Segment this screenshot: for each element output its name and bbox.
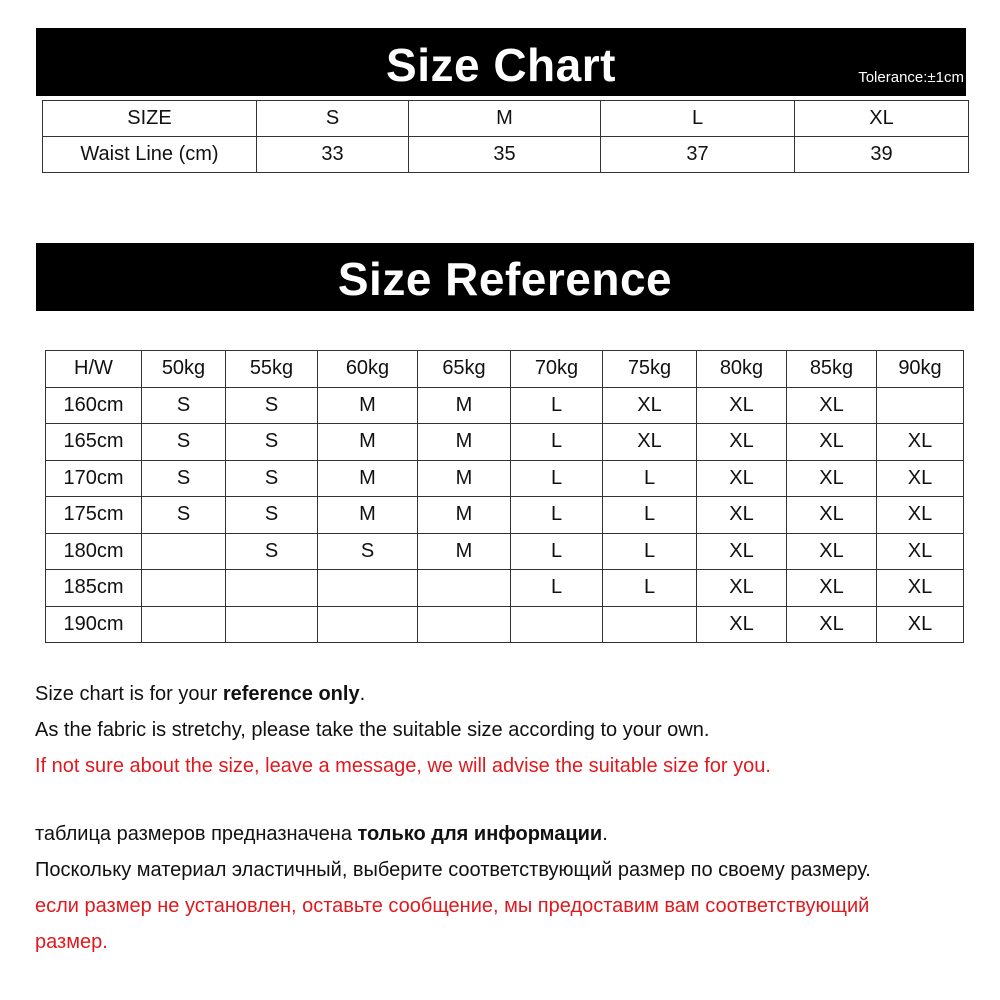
note-reference-only-ru: таблица размеров предназначена только для информации.	[35, 823, 608, 845]
size-chart-cell: 39	[795, 137, 969, 173]
size-reference-cell	[877, 387, 964, 424]
size-chart-cell: M	[409, 101, 601, 137]
size-reference-cell: L	[603, 533, 697, 570]
size-reference-cell: 85kg	[787, 351, 877, 388]
size-chart-row-label: Waist Line (cm)	[43, 137, 257, 173]
russian-notes	[35, 816, 871, 960]
size-chart-cell: L	[601, 101, 795, 137]
size-reference-cell: 70kg	[511, 351, 603, 388]
size-reference-cell: 75kg	[603, 351, 697, 388]
size-reference-cell: XL	[697, 460, 787, 497]
size-reference-row-label: 170cm	[46, 460, 142, 497]
size-reference-cell: S	[226, 387, 318, 424]
size-reference-table	[45, 350, 964, 643]
size-reference-cell: XL	[787, 533, 877, 570]
size-reference-cell	[603, 606, 697, 643]
size-reference-cell: L	[603, 497, 697, 534]
size-reference-title: Size Reference	[337, 253, 673, 305]
size-reference-cell	[418, 570, 511, 607]
size-reference-row	[46, 570, 964, 607]
size-reference-cell	[226, 570, 318, 607]
size-reference-cell: S	[226, 460, 318, 497]
size-reference-cell: XL	[877, 497, 964, 534]
size-reference-row	[46, 351, 964, 388]
size-reference-cell: XL	[787, 424, 877, 461]
size-reference-cell: XL	[697, 387, 787, 424]
size-reference-cell	[142, 570, 226, 607]
size-chart-cell: S	[257, 101, 409, 137]
tolerance-note: Tolerance:±1cm	[858, 69, 964, 86]
size-reference-cell: S	[226, 497, 318, 534]
note-leave-message: If not sure about the size, leave a message, we will advise the suitable size for you.	[35, 755, 771, 777]
size-reference-cell: L	[511, 387, 603, 424]
size-reference-row	[46, 387, 964, 424]
size-reference-cell: XL	[787, 387, 877, 424]
size-chart-cell: 33	[257, 137, 409, 173]
size-reference-cell: L	[511, 424, 603, 461]
size-reference-cell: 90kg	[877, 351, 964, 388]
size-reference-cell: S	[142, 460, 226, 497]
size-reference-cell: XL	[697, 424, 787, 461]
size-reference-row-label: 180cm	[46, 533, 142, 570]
size-reference-cell: XL	[877, 570, 964, 607]
size-reference-cell: XL	[697, 497, 787, 534]
note-stretchy-fabric: As the fabric is stretchy, please take the suitable size according to your own.	[35, 719, 710, 741]
size-reference-cell: XL	[877, 424, 964, 461]
size-reference-cell: XL	[877, 533, 964, 570]
size-reference-cell: XL	[603, 424, 697, 461]
size-reference-cell: 65kg	[418, 351, 511, 388]
size-reference-cell: M	[418, 460, 511, 497]
size-reference-cell	[142, 606, 226, 643]
size-reference-row	[46, 424, 964, 461]
size-reference-cell: M	[418, 533, 511, 570]
size-reference-cell: L	[511, 460, 603, 497]
size-reference-cell: XL	[787, 497, 877, 534]
size-reference-cell: XL	[697, 533, 787, 570]
size-reference-cell: XL	[787, 570, 877, 607]
size-reference-cell	[418, 606, 511, 643]
size-reference-cell	[511, 606, 603, 643]
size-reference-row	[46, 533, 964, 570]
size-reference-cell: M	[318, 424, 418, 461]
size-reference-cell: M	[318, 460, 418, 497]
size-chart-cell: 37	[601, 137, 795, 173]
size-reference-cell: M	[418, 424, 511, 461]
size-reference-cell: L	[603, 570, 697, 607]
size-reference-cell: L	[511, 497, 603, 534]
size-reference-cell: 80kg	[697, 351, 787, 388]
size-chart-row	[43, 137, 969, 173]
note-leave-message-ru: если размер не установлен, оставьте сообщение, мы предоставим вам соответствующий	[35, 895, 870, 917]
size-reference-cell: M	[418, 497, 511, 534]
size-chart-row	[43, 101, 969, 137]
size-reference-cell: S	[142, 424, 226, 461]
size-chart-row-label: SIZE	[43, 101, 257, 137]
size-reference-row-label: 165cm	[46, 424, 142, 461]
size-reference-cell: S	[318, 533, 418, 570]
size-reference-row	[46, 497, 964, 534]
size-reference-banner	[36, 243, 974, 311]
english-notes	[35, 676, 771, 784]
size-chart-cell: 35	[409, 137, 601, 173]
size-reference-cell: 55kg	[226, 351, 318, 388]
size-reference-row	[46, 606, 964, 643]
size-reference-cell: XL	[787, 606, 877, 643]
size-reference-cell: S	[226, 533, 318, 570]
size-reference-cell: XL	[787, 460, 877, 497]
size-reference-cell: S	[142, 497, 226, 534]
size-reference-cell: XL	[697, 570, 787, 607]
size-reference-cell: M	[318, 497, 418, 534]
size-reference-cell: L	[603, 460, 697, 497]
size-reference-cell	[318, 570, 418, 607]
size-reference-cell: XL	[603, 387, 697, 424]
size-chart-title: Size Chart	[386, 39, 616, 91]
size-reference-cell: XL	[877, 606, 964, 643]
size-reference-cell	[142, 533, 226, 570]
note-reference-only: Size chart is for your reference only.	[35, 683, 366, 705]
size-reference-cell: S	[142, 387, 226, 424]
size-reference-cell: M	[418, 387, 511, 424]
size-reference-cell: 50kg	[142, 351, 226, 388]
size-reference-cell	[318, 606, 418, 643]
size-reference-cell: S	[226, 424, 318, 461]
note-leave-message-ru-cont: размер.	[35, 931, 108, 953]
size-reference-cell: L	[511, 533, 603, 570]
size-reference-cell: 60kg	[318, 351, 418, 388]
size-chart-cell: XL	[795, 101, 969, 137]
size-reference-row	[46, 460, 964, 497]
size-reference-cell	[226, 606, 318, 643]
size-chart-banner	[36, 28, 966, 96]
size-reference-row-label: 175cm	[46, 497, 142, 534]
size-reference-row-label: 160cm	[46, 387, 142, 424]
size-reference-row-label: 190cm	[46, 606, 142, 643]
size-reference-cell: M	[318, 387, 418, 424]
size-reference-cell: XL	[877, 460, 964, 497]
size-reference-row-label: 185cm	[46, 570, 142, 607]
size-reference-cell: XL	[697, 606, 787, 643]
note-stretchy-fabric-ru: Поскольку материал эластичный, выберите соответствующий размер по своему размеру.	[35, 859, 871, 881]
size-reference-row-label: H/W	[46, 351, 142, 388]
size-chart-table	[42, 100, 969, 173]
size-reference-cell: L	[511, 570, 603, 607]
